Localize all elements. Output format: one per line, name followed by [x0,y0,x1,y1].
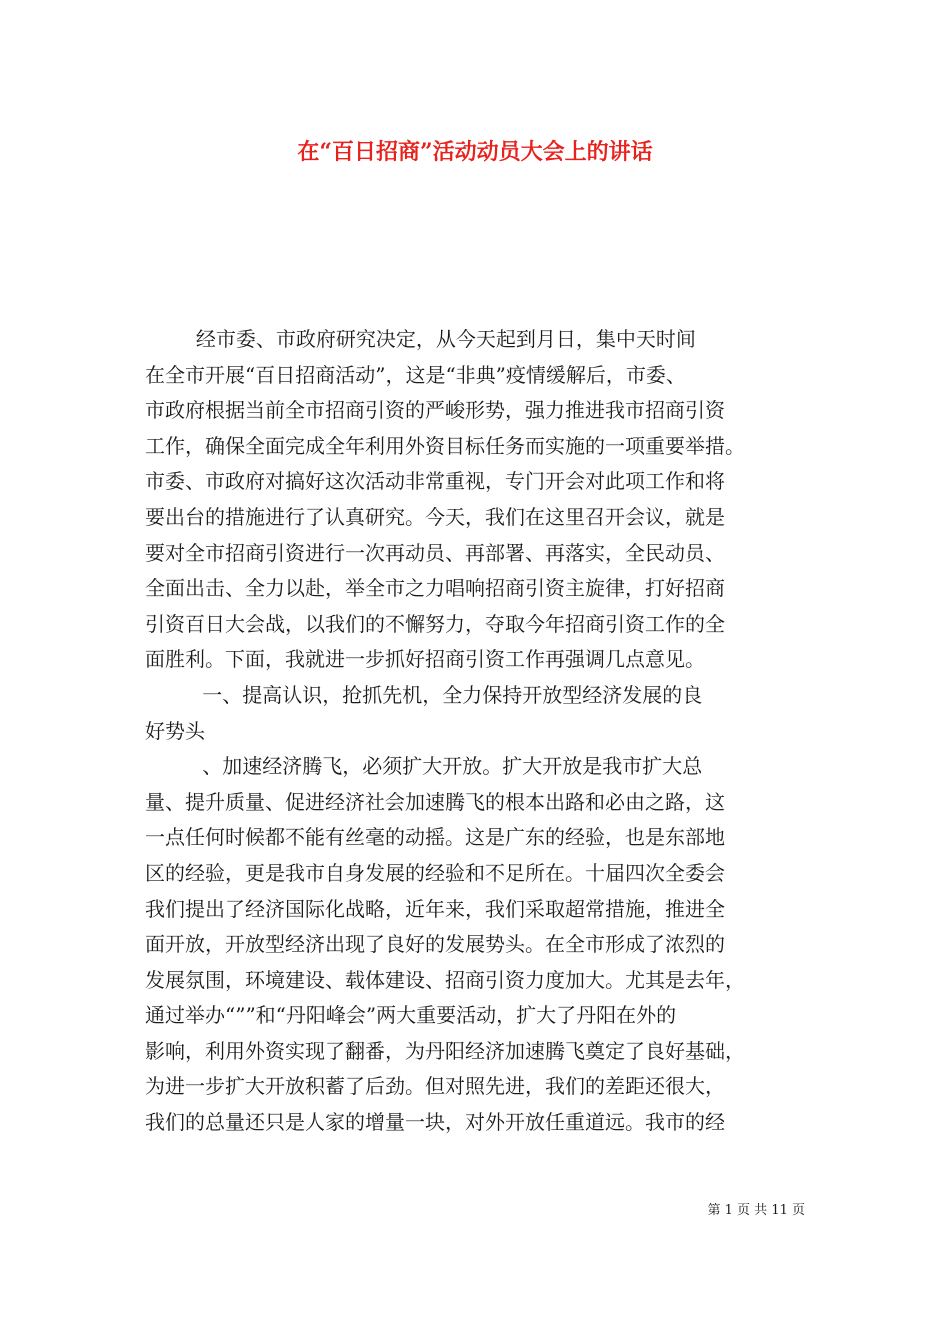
body-line: 面开放，开放型经济出现了良好的发展势头。在全市形成了浓烈的 [145,932,725,957]
section-heading-line: 一、提高认识，抢抓先机，全力保持开放型经济发展的良 [145,682,703,707]
document-body [145,322,805,1141]
document-title: 在“百日招商”活动动员大会上的讲话 [297,139,653,165]
body-line: 市政府根据当前全市招商引资的严峻形势，强力推进我市招商引资 [145,398,725,423]
body-line: 市委、市政府对搞好这次活动非常重视，专门开会对此项工作和将 [145,469,725,494]
body-line: 区的经验，更是我市自身发展的经验和不足所在。十届四次全委会 [145,860,725,885]
body-line: 面胜利。下面，我就进一步抓好招商引资工作再强调几点意见。 [145,647,705,672]
body-line: 全面出击、全力以赴，举全市之力唱响招商引资主旋律，打好招商 [145,576,725,601]
body-line: 通过举办“””和“丹阳峰会”两大重要活动，扩大了丹阳在外的 [145,1003,677,1028]
body-line: 、加速经济腾飞，必须扩大开放。扩大开放是我市扩大总 [145,754,703,779]
page-number-footer: 第 1 页 共 11 页 [707,1203,805,1218]
section-heading-line: 好势头 [145,718,205,743]
body-line: 经市委、市政府研究决定，从今天起到月日，集中天时间 [145,327,696,351]
body-line: 为进一步扩大开放积蓄了后劲。但对照先进，我们的差距还很大， [145,1074,725,1099]
body-line: 我们的总量还只是人家的增量一块，对外开放任重道远。我市的经 [145,1110,725,1135]
body-line: 影响，利用外资实现了翻番，为丹阳经济加速腾飞奠定了良好基础， [145,1038,745,1063]
body-line: 量、提升质量、促进经济社会加速腾飞的根本出路和必由之路，这 [145,789,725,814]
body-line: 发展氛围，环境建设、载体建设、招商引资力度加大。尤其是去年， [145,967,745,992]
body-line: 引资百日大会战，以我们的不懈努力，夺取今年招商引资工作的全 [145,611,725,636]
body-line: 工作，确保全面完成全年利用外资目标任务而实施的一项重要举措。 [145,433,745,458]
body-line: 我们提出了经济国际化战略，近年来，我们采取超常措施，推进全 [145,896,725,921]
body-line: 要出台的措施进行了认真研究。今天，我们在这里召开会议，就是 [145,504,725,529]
body-line: 在全市开展“百日招商活动”，这是“非典”疫情缓解后，市委、 [145,362,686,387]
body-line: 要对全市招商引资进行一次再动员、再部署、再落实，全民动员、 [145,540,725,565]
body-line: 一点任何时候都不能有丝毫的动摇。这是广东的经验，也是东部地 [145,825,725,850]
